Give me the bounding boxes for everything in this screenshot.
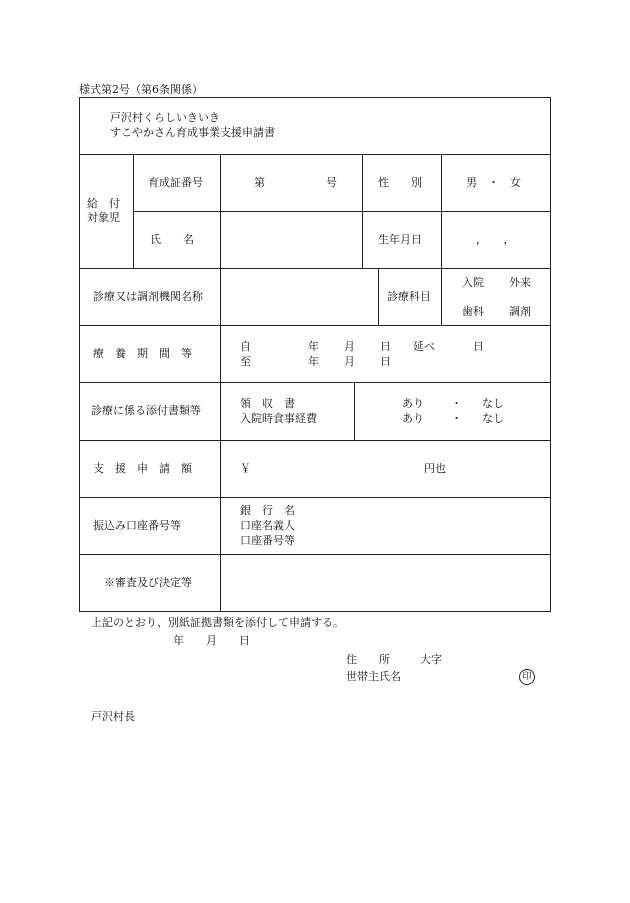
attachments-label: 診療に係る添付書類等 [91, 404, 201, 417]
dept-option-inpatient: 入院 [462, 276, 484, 289]
application-date: 年 月 日 [173, 634, 250, 647]
period-to-mark: 至 [240, 355, 251, 368]
title-line-2: すこやかさん育成事業支援申請書 [110, 126, 275, 139]
review-label: ※審査及び決定等 [104, 576, 192, 589]
seal-mark: 印 [519, 669, 535, 685]
child-label-line-1: 給 付 [87, 197, 120, 210]
cert-number-suffix: 号 [326, 176, 337, 189]
institution-label: 診療又は調剤機関名称 [93, 290, 203, 303]
period-total-label: 延べ [413, 340, 435, 353]
amount-unit: 円也 [424, 462, 446, 475]
meal-choice-yes: あり [402, 412, 424, 425]
address-label: 住 所 [346, 653, 390, 666]
meal-choice-no: なし [482, 412, 504, 425]
child-label-line-2: 対象児 [87, 211, 120, 224]
meal-choice-dot: ・ [451, 412, 462, 425]
attachment-receipt: 領 収 書 [240, 397, 295, 410]
account-holder-label: 口座名義人 [240, 519, 295, 532]
department-label: 診療科目 [387, 290, 431, 303]
dept-option-pharmacy: 調剤 [509, 305, 531, 318]
receipt-choice-yes: あり [402, 397, 424, 410]
amount-currency: ￥ [240, 462, 251, 475]
period-from-year: 年 [308, 340, 319, 353]
cert-number-label: 育成証番号 [148, 176, 203, 189]
period-to-year: 年 [308, 355, 319, 368]
title-line-1: 戸沢村くらしいきいき [110, 111, 220, 124]
receipt-choice-dot: ・ [451, 397, 462, 410]
declaration-text: 上記のとおり、別紙証拠書類を添付して申請する。 [91, 616, 344, 629]
dept-option-outpatient: 外来 [509, 276, 531, 289]
attachment-meal-cost: 入院時食事経費 [240, 412, 317, 425]
cert-number-prefix: 第 [254, 176, 265, 189]
birthdate-value: ， ， [476, 233, 515, 246]
sex-value: 男 ・ 女 [466, 176, 521, 189]
period-to-month: 月 [344, 355, 355, 368]
period-from-day: 日 [380, 340, 391, 353]
dept-option-dental: 歯科 [462, 305, 484, 318]
bank-name-label: 銀 行 名 [240, 504, 295, 517]
addressee: 戸沢村長 [91, 710, 135, 723]
name-label: 氏 名 [150, 233, 194, 246]
period-to-day: 日 [380, 355, 391, 368]
period-from-month: 月 [344, 340, 355, 353]
birthdate-label: 生年月日 [378, 233, 422, 246]
period-from-mark: 自 [240, 340, 251, 353]
address-value: 大字 [420, 653, 442, 666]
bank-label: 振込み口座番号等 [93, 519, 181, 532]
amount-label: 支 援 申 請 額 [93, 462, 192, 475]
form-number: 様式第2号（第6条関係） [79, 83, 203, 96]
sex-label: 性 別 [378, 176, 422, 189]
period-total-unit: 日 [473, 340, 484, 353]
householder-name-label: 世帯主氏名 [346, 670, 401, 683]
account-number-label: 口座番号等 [240, 534, 295, 547]
receipt-choice-no: なし [482, 397, 504, 410]
period-label: 療 養 期 間 等 [93, 347, 192, 360]
